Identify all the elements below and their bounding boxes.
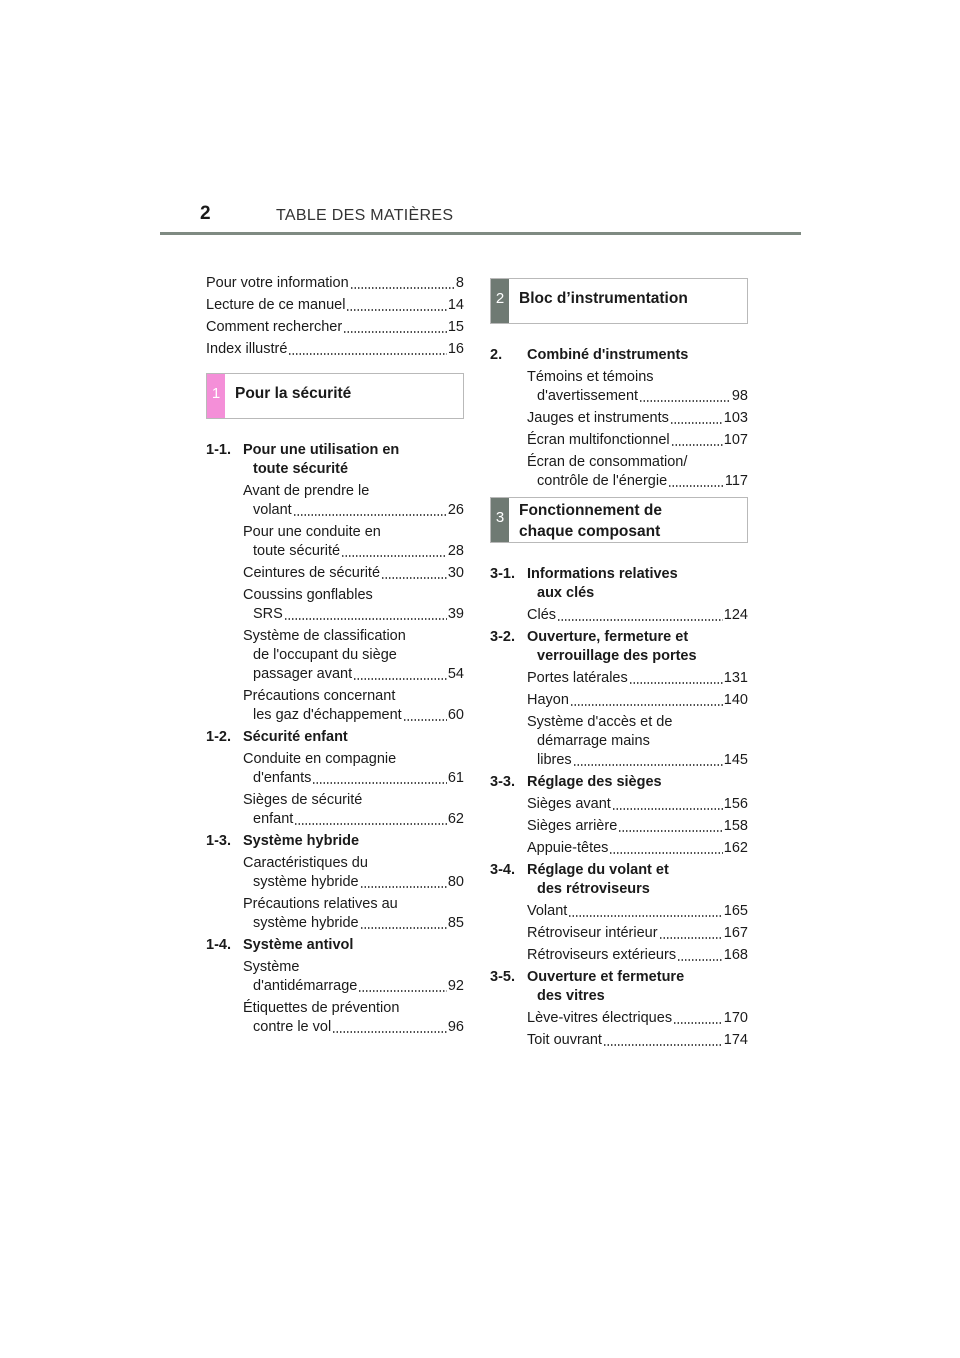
toc-entry[interactable]: Avant de prendre le volant 26: [243, 483, 464, 518]
toc-entry[interactable]: Sièges avant 156: [527, 796, 748, 812]
dot-leader: [568, 915, 722, 917]
toc-right-column: [490, 274, 748, 1053]
dot-leader: [671, 444, 723, 446]
dot-leader: [570, 704, 723, 706]
dot-leader: [288, 353, 446, 355]
toc-entry[interactable]: Système de classification de l'occupant du siège passager avant 54: [243, 628, 464, 682]
chapter-tab-3: 3: [491, 498, 509, 542]
chapter-tab-1: 1: [207, 374, 225, 418]
dot-leader: [659, 937, 723, 939]
chapter-title-2: Bloc d’instrumentation: [519, 290, 688, 307]
dot-leader: [332, 1031, 447, 1033]
section-heading[interactable]: 1-2. Sécurité enfant: [206, 729, 348, 745]
toc-entry[interactable]: Appuie-têtes 162: [527, 840, 748, 856]
section-heading[interactable]: 1-3. Système hybride: [206, 833, 360, 849]
toc-entry[interactable]: Index illustré 16: [206, 341, 464, 357]
section-heading[interactable]: 3-1. Informations relatives aux clés: [490, 566, 678, 601]
dot-leader: [612, 808, 723, 810]
toc-entry[interactable]: Portes latérales 131: [527, 670, 748, 686]
toc-entry[interactable]: Système d'accès et de démarrage mains libres 145: [527, 714, 748, 768]
dot-leader: [294, 823, 447, 825]
toc-entry[interactable]: Pour une conduite en toute sécurité 28: [243, 524, 464, 559]
toc-entry[interactable]: Jauges et instruments 103: [527, 410, 748, 426]
chapter-title-3: Fonctionnement de chaque composant: [519, 502, 662, 540]
toc-entry[interactable]: Précautions concernant les gaz d'échappement 60: [243, 688, 464, 723]
toc-left-column: [206, 274, 464, 1040]
chapter-box-3[interactable]: [490, 497, 748, 543]
toc-entry[interactable]: Lecture de ce manuel 14: [206, 297, 464, 313]
dot-leader: [618, 830, 723, 832]
dot-leader: [346, 309, 446, 311]
dot-leader: [341, 555, 447, 557]
dot-leader: [403, 719, 447, 721]
dot-leader: [668, 485, 724, 487]
toc-entry[interactable]: Témoins et témoins d'avertissement 98: [527, 369, 748, 404]
chapter-box-1[interactable]: [206, 373, 464, 419]
dot-leader: [673, 1022, 723, 1024]
section-heading[interactable]: 3-3. Réglage des sièges: [490, 774, 662, 790]
dot-leader: [639, 400, 731, 402]
dot-leader: [573, 764, 723, 766]
dot-leader: [677, 959, 723, 961]
dot-leader: [603, 1044, 723, 1046]
toc-entry[interactable]: Système d'antidémarrage 92: [243, 959, 464, 994]
toc-entry[interactable]: Sièges arrière 158: [527, 818, 748, 834]
page-title: TABLE DES MATIÈRES: [276, 207, 454, 224]
toc-entry[interactable]: Écran de consommation/ contrôle de l'énergie 117: [527, 454, 748, 489]
dot-leader: [312, 782, 446, 784]
dot-leader: [557, 619, 723, 621]
toc-entry[interactable]: Écran multifonctionnel 107: [527, 432, 748, 448]
section-heading[interactable]: 1-1. Pour une utilisation en toute sécurité: [206, 442, 400, 477]
toc-entry[interactable]: Toit ouvrant 174: [527, 1032, 748, 1048]
dot-leader: [350, 287, 455, 289]
dot-leader: [360, 886, 447, 888]
toc-entry[interactable]: Conduite en compagnie d'enfants 61: [243, 751, 464, 786]
section-heading[interactable]: 3-4. Réglage du volant et des rétroviseurs: [490, 862, 669, 897]
section-heading[interactable]: 2. Combiné d'instruments: [490, 347, 689, 363]
section-heading[interactable]: 3-2. Ouverture, fermeture et verrouillage des portes: [490, 629, 697, 664]
dot-leader: [629, 682, 723, 684]
dot-leader: [670, 422, 723, 424]
toc-entry[interactable]: Volant 165: [527, 903, 748, 919]
page-number: 2: [200, 203, 211, 224]
chapter-title-1: Pour la sécurité: [235, 385, 352, 402]
toc-entry[interactable]: Comment rechercher 15: [206, 319, 464, 335]
toc-entry[interactable]: Pour votre information 8: [206, 275, 464, 291]
dot-leader: [353, 678, 447, 680]
toc-entry[interactable]: Hayon 140: [527, 692, 748, 708]
toc-entry[interactable]: Précautions relatives au système hybride 85: [243, 896, 464, 931]
dot-leader: [358, 990, 447, 992]
toc-entry[interactable]: Sièges de sécurité enfant 62: [243, 792, 464, 827]
section-heading[interactable]: 1-4. Système antivol: [206, 937, 354, 953]
dot-leader: [284, 618, 447, 620]
toc-entry[interactable]: Étiquettes de prévention contre le vol 96: [243, 1000, 464, 1035]
toc-entry[interactable]: Ceintures de sécurité 30: [243, 565, 464, 581]
toc-entry[interactable]: Clés 124: [527, 607, 748, 623]
dot-leader: [609, 852, 722, 854]
toc-entry[interactable]: Rétroviseur intérieur 167: [527, 925, 748, 941]
dot-leader: [360, 927, 447, 929]
dot-leader: [293, 514, 447, 516]
section-heading[interactable]: 3-5. Ouverture et fermeture des vitres: [490, 969, 685, 1004]
chapter-tab-2: 2: [491, 279, 509, 323]
toc-entry[interactable]: Lève-vitres électriques 170: [527, 1010, 748, 1026]
chapter-box-2[interactable]: [490, 278, 748, 324]
toc-entry[interactable]: Rétroviseurs extérieurs 168: [527, 947, 748, 963]
dot-leader: [381, 577, 447, 579]
toc-entry[interactable]: Coussins gonflables SRS 39: [243, 587, 464, 622]
toc-entry[interactable]: Caractéristiques du système hybride 80: [243, 855, 464, 890]
header-rule: [160, 232, 801, 235]
dot-leader: [343, 331, 447, 333]
